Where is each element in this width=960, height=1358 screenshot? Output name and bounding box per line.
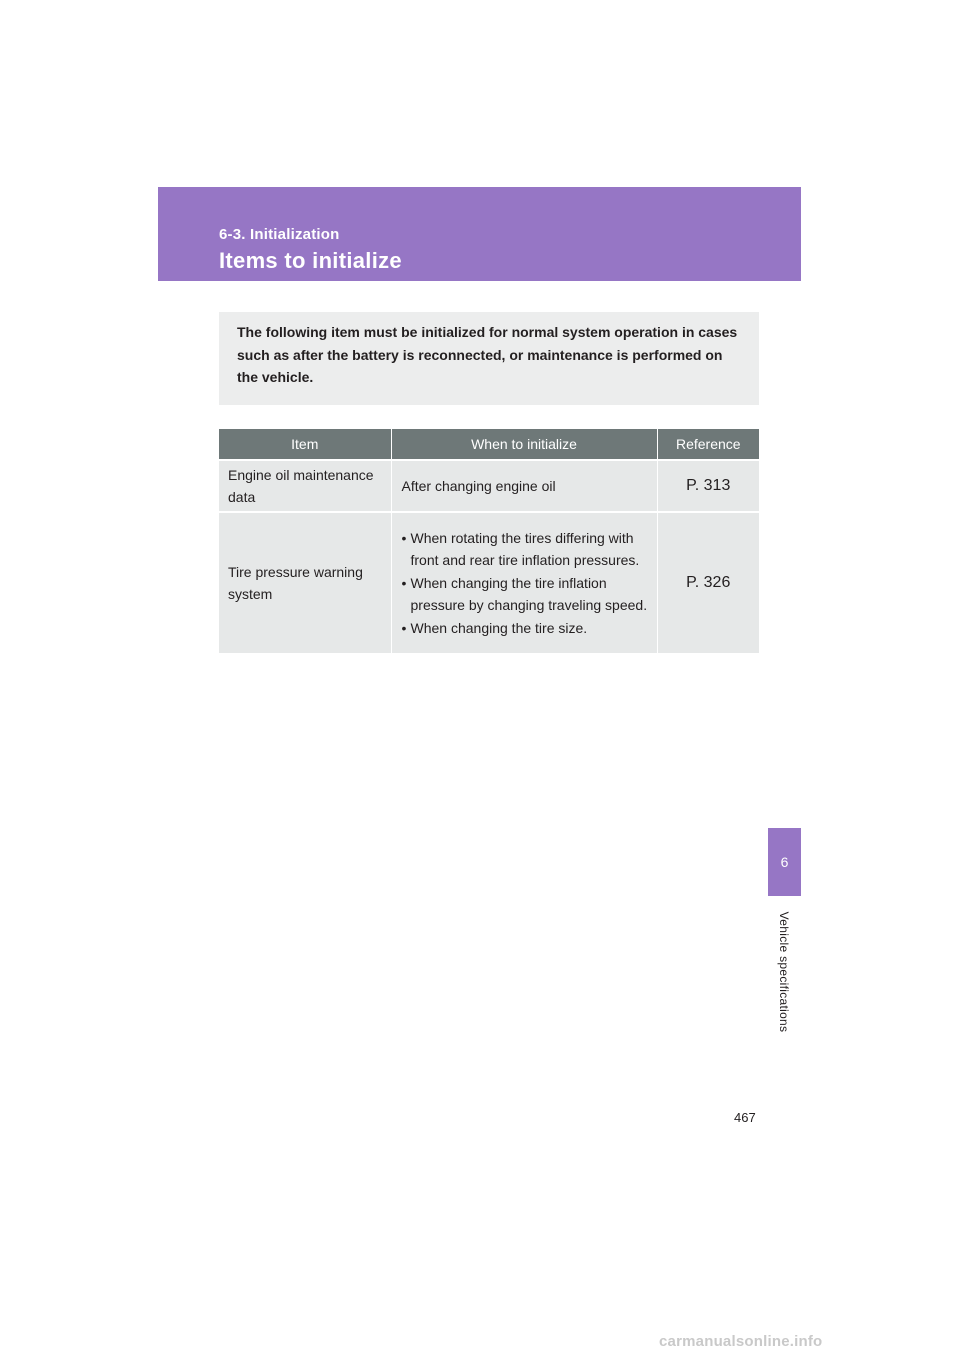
cell-when	[391, 512, 657, 653]
cell-reference: P. 326	[657, 512, 759, 653]
page-title: Items to initialize	[219, 248, 402, 273]
cell-item: Engine oil maintenance data	[219, 460, 391, 512]
cell-when	[391, 460, 657, 512]
cell-item: Tire pressure warning system	[219, 512, 391, 653]
table-row	[219, 512, 759, 653]
when-list-item: • When changing the tire inflation pressure by changing traveling speed.	[402, 572, 651, 617]
intro-text: The following item must be initialized for normal system operation in cases such as after the battery is reconnected, or maintenance is performed on the vehicle.	[237, 324, 738, 385]
table-row	[219, 460, 759, 512]
page-number: 467	[734, 1110, 756, 1125]
when-list	[402, 527, 651, 640]
cell-reference: P. 313	[657, 460, 759, 512]
when-text: After changing engine oil	[401, 477, 556, 494]
chapter-label: Vehicle specifications	[777, 911, 791, 1033]
column-header-item: Item	[219, 429, 391, 460]
section-label: 6-3. Initialization	[219, 226, 340, 243]
column-header-when: When to initialize	[391, 429, 657, 460]
chapter-number: 6	[780, 854, 789, 870]
initialization-table	[219, 429, 759, 653]
when-list-item: • When changing the tire size.	[402, 617, 651, 640]
column-header-reference: Reference	[657, 429, 759, 460]
intro-box	[219, 312, 759, 405]
chapter-tab	[768, 828, 801, 896]
watermark: carmanualsonline.info	[659, 1333, 823, 1350]
table-header-row	[219, 429, 759, 460]
when-list-item: • When rotating the tires differing with front and rear tire inflation pressures.	[402, 527, 651, 572]
